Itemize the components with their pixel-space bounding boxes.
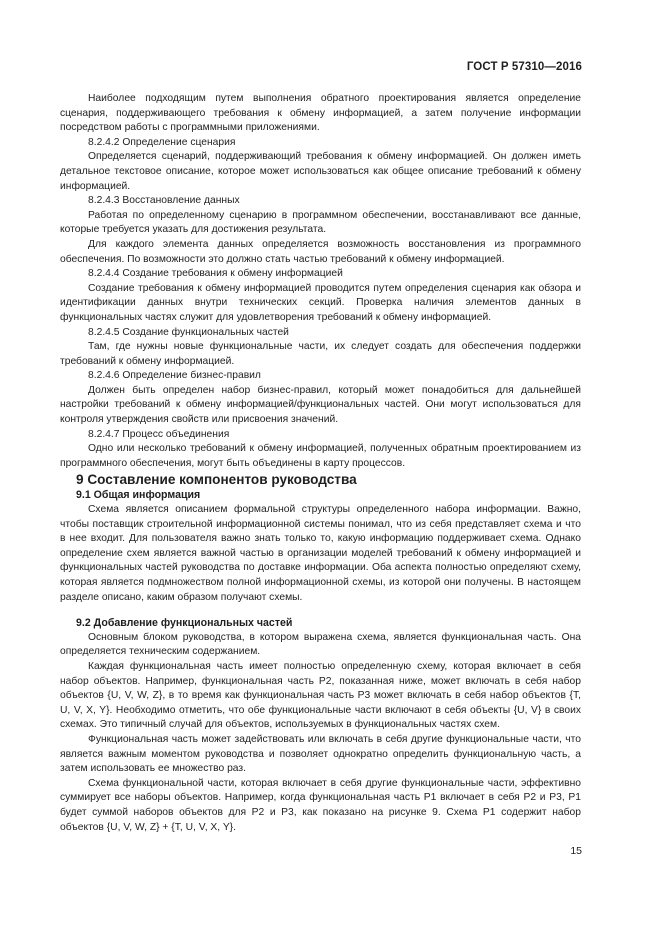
paragraph: Определяется сценарий, поддерживающий требования к обмену информацией. Он должен иметь детальное текстовое описание, которое может использоваться как общее описание требований к обмену информацией.: [60, 151, 581, 192]
section-heading-9: 9 Составление компонентов руководства: [76, 472, 357, 488]
paragraph: Должен быть определен набор бизнес-правил, который может понадобиться для дальнейшей настройки требований к обмену информацией/функциональных частей. Они могут использоваться для контроля утверждения свойств или присвоения значений.: [60, 384, 581, 426]
section-heading-9-2: 9.2 Добавление функциональных частей: [76, 617, 293, 630]
paragraph: Создание требования к обмену информацией проводится путем определения сценария как обзора и идентификации данных внутри технических секций. Проверка наличия элементов данных в функциональных частях служит для удовлетворения требований к обмену информацией.: [60, 282, 581, 323]
subsection-heading-8-2-4-7: 8.2.4.7 Процесс объединения: [88, 428, 230, 440]
paragraph: Для каждого элемента данных определяется возможность восстановления из программного обеспечения. По возможности это должно стать частью требований к обмену информацией.: [60, 238, 581, 265]
subsection-heading-8-2-4-4: 8.2.4.4 Создание требования к обмену информацией: [88, 268, 343, 280]
document-body: [60, 92, 581, 835]
subsection-heading-8-2-4-5: 8.2.4.5 Создание функциональных частей: [88, 326, 289, 338]
subsection-heading-8-2-4-6: 8.2.4.6 Определение бизнес-правил: [88, 370, 261, 382]
standard-header: ГОСТ Р 57310—2016: [466, 61, 582, 73]
subsection-heading-8-2-4-2: 8.2.4.2 Определение сценария: [88, 136, 236, 148]
paragraph: Схема функциональной части, которая включает в себя другие функциональные части, эффективно суммирует все наборы объектов. Например, когда функциональная часть P1 включает в себя P2 и P3, P1 будет суммой наборов объектов для P2 и P3, как показано на рисунке 9. Схема P1 содержит набор объектов {U, V, W, Z} + {T, U, V, X, Y}.: [60, 777, 581, 833]
paragraph: Там, где нужны новые функциональные части, их следует создать для обеспечения поддержки требований к обмену информацией.: [60, 341, 581, 367]
page-number: 15: [570, 845, 582, 857]
paragraph: Каждая функциональная часть имеет полностью определенную схему, которая включает в себя набор объектов. Например, функциональная часть P2, показанная ниже, может включать в себя набор объектов {U, V, W, Z}, в то время как функциональная часть P3 может включать в себя набор объектов {T, U, V, X, Y}. Необходимо отметить, что обе функциональные части включают в себя объекты {U, V} в своих схемах. Это типичный случай для объектов, используемых в функциональных частях схем.: [60, 660, 581, 731]
paragraph: Основным блоком руководства, в котором выражена схема, является функциональная часть. Она определяется техническим содержанием.: [60, 631, 581, 658]
paragraph: Наиболее подходящим путем выполнения обратного проектирования является определение сценария, поддерживающего требования к обмену информацией, а затем получение информации посредством работы с программными приложениями.: [60, 93, 581, 134]
paragraph: Одно или несколько требований к обмену информацией, полученных обратным проектированием из программного обеспечения, могут быть объединены в карту процессов.: [60, 443, 581, 469]
section-heading-9-1: 9.1 Общая информация: [76, 489, 201, 502]
paragraph: Функциональная часть может задействовать или включать в себя другие функциональные части, что является важным моментом руководства и позволяет однократно определить функциональную часть, а затем использовать ее множество раз.: [60, 733, 581, 775]
subsection-heading-8-2-4-3: 8.2.4.3 Восстановление данных: [88, 195, 240, 207]
paragraph: Работая по определенному сценарию в программном обеспечении, восстанавливают все данные, которые требуется указать для достижения результата.: [60, 209, 581, 236]
paragraph: Схема является описанием формальной структуры определенного набора информации. Важно, чтобы поставщик строительной информационной системы понимал, что из себя представляет схема и что в нее входит. Для пользователя важно знать только то, какую информацию поддерживает схема. Однако определение схем является важной частью в организации моделей требований к обмену информацией и функциональных частей руководства по доставке информации. Оба аспекта полностью определяют схему, которая является подмножеством полной информационной схемы, из которой они получены. В настоящем разделе описано, каким образом получают схемы.: [60, 504, 581, 603]
